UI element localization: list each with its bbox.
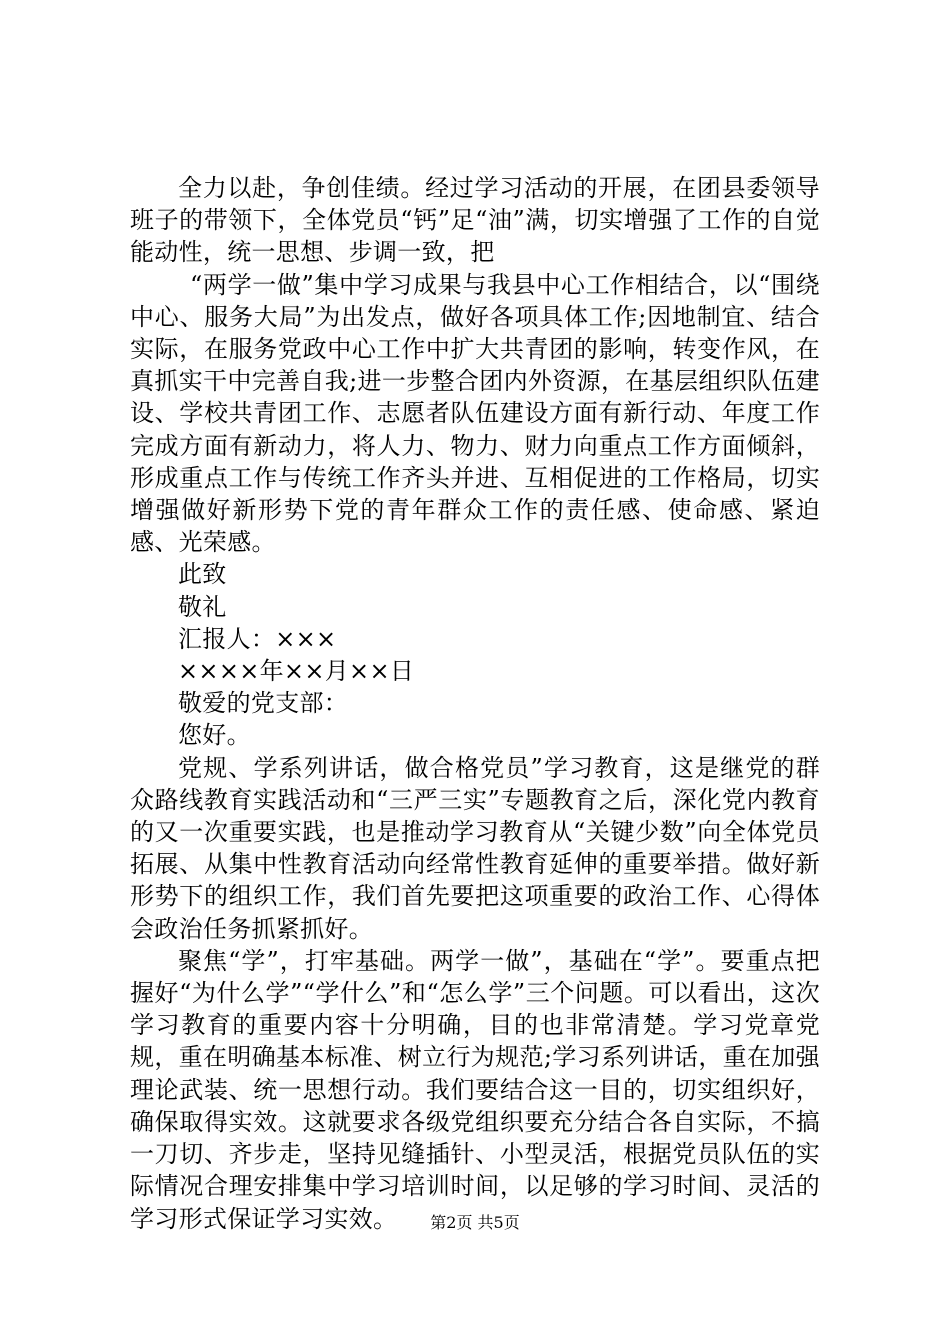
greeting-recipient: 敬爱的党支部： <box>178 689 349 718</box>
reporter-signature: 汇报人：××× <box>178 624 337 653</box>
paragraph: 全力以赴，争创佳绩。经过学习活动的开展，在团县委领导班子的带领下，全体党员“钙”足“油”满，切实增强了工作的自觉能动性，统一思想、步调一致，把 <box>130 174 820 267</box>
document-body <box>130 172 820 1235</box>
paragraph: 党规、学系列讲话，做合格党员”学习教育，这是继党的群众路线教育实践活动和“三严三实”专题教育之后，深化党内教育的又一次重要实践，也是推动学习教育从“关键少数”向全体党员拓展、从集中性教育活动向经常性教育延伸的重要举措。做好新形势下的组织工作，我们首先要把这项重要的政治工作、心得体会政治任务抓紧抓好。 <box>130 753 820 943</box>
page-number-footer: 第2页 共5页 <box>430 1213 520 1232</box>
closing-respect: 敬礼 <box>178 592 227 621</box>
paragraph: “两学一做”集中学习成果与我县中心工作相结合，以“围绕中心、服务大局”为出发点，做好各项具体工作;因地制宜、结合实际，在服务党政中心工作中扩大共青团的影响，转变作风，在真抓实干中完善自我;进一步整合团内外资源，在基层组织队伍建设、学校共青团工作、志愿者队伍建设方面有新行动、年度工作完成方面有新动力，将人力、物力、财力向重点工作方面倾斜，形成重点工作与传统工作齐头并进、互相促进的工作格局，切实增强做好新形势下党的青年群众工作的责任感、使命感、紧迫感、光荣感。 <box>130 270 820 557</box>
greeting: 您好。 <box>178 721 251 750</box>
closing-salutation: 此致 <box>178 560 227 589</box>
report-date: ××××年××月××日 <box>178 657 415 686</box>
paragraph: 聚焦“学”，打牢基础。两学一做”，基础在“学”。要重点把握好“为什么学”“学什么”和“怎么学”三个问题。可以看出，这次学习教育的重要内容十分明确，目的也非常清楚。学习党章党规，重在明确基本标准、树立行为规范;学习系列讲话，重在加强理论武装、统一思想行动。我们要结合这一目的，切实组织好，确保取得实效。这就要求各级党组织要充分结合各自实际，不搞一刀切、齐步走，坚持见缝插针、小型灵活，根据党员队伍的实际情况合理安排集中学习培训时间，以足够的学习时间、灵活的学习形式保证学习实效。 <box>130 946 820 1233</box>
